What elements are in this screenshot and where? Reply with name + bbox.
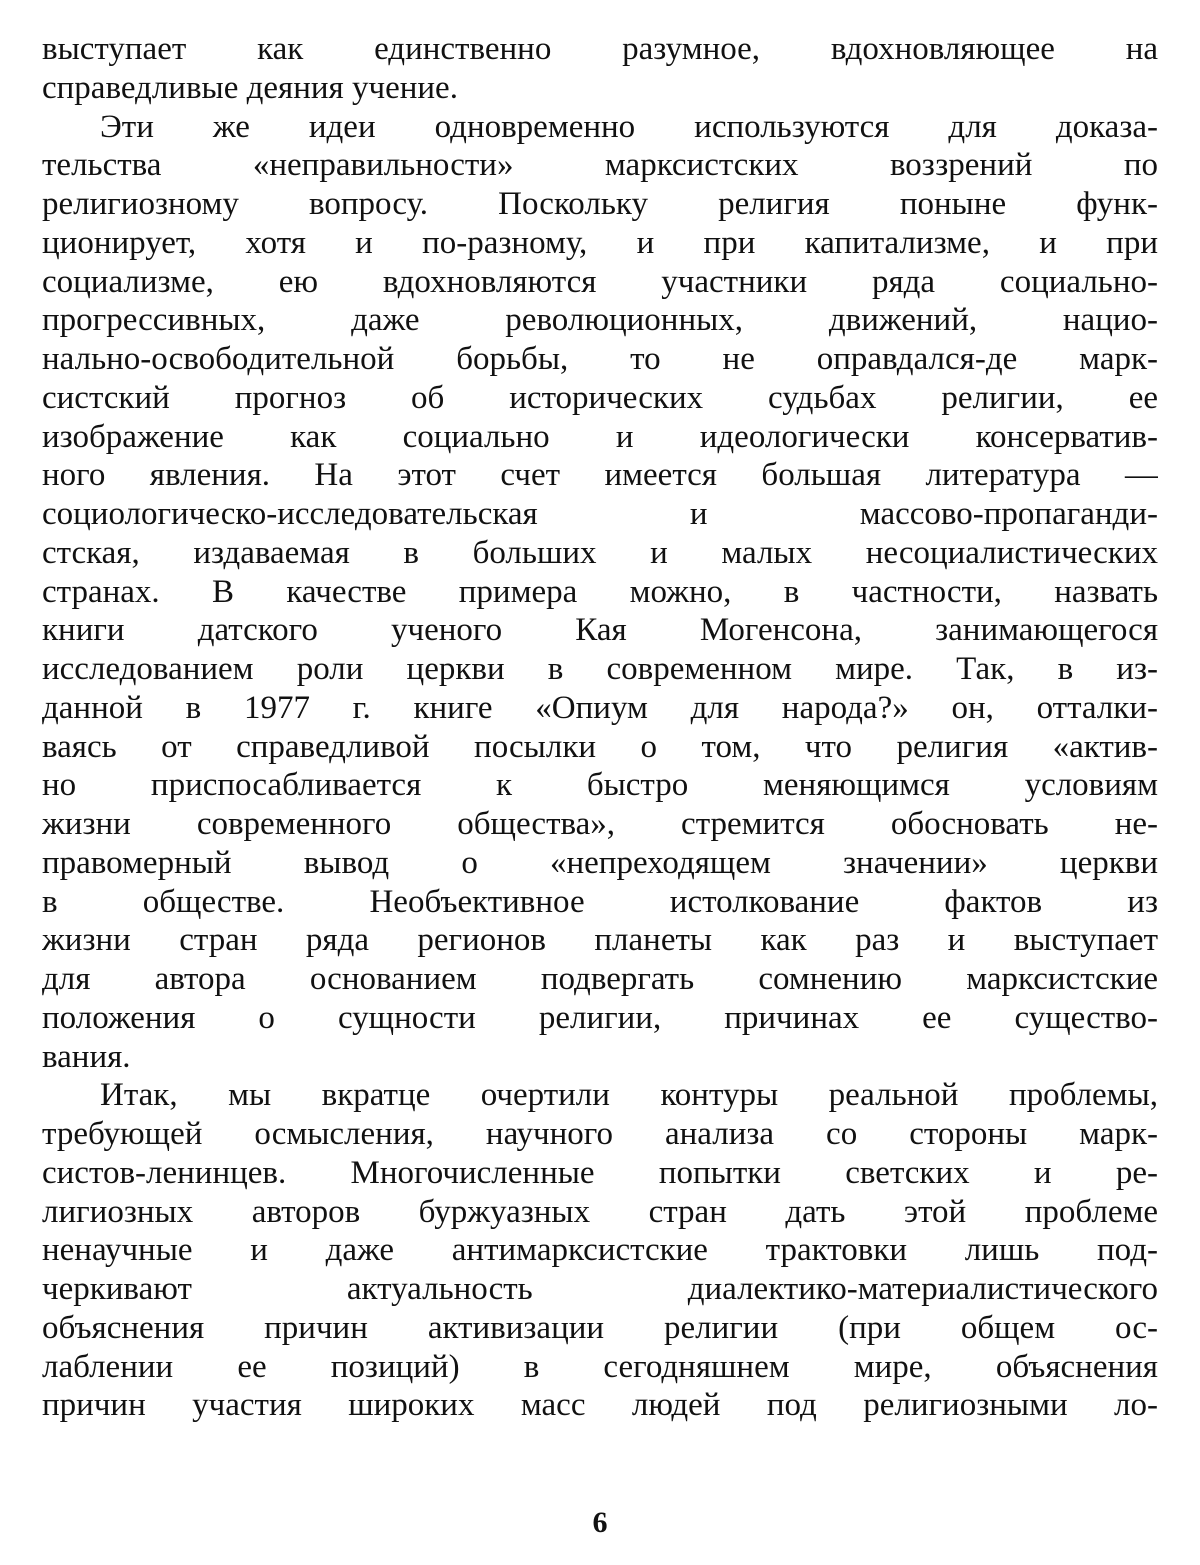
text-line: книги датского ученого Кая Могенсона, занимающегося	[42, 612, 1158, 649]
text-line: нально-освободительной борьбы, то не оправдался-де марк-	[42, 341, 1158, 377]
text-line: положения о сущности религии, причинах ее существо-	[42, 999, 1158, 1036]
text-line: изображение как социально и идеологически консерватив-	[42, 418, 1158, 455]
text-line: ненаучные и даже антимарксистские трактовки лишь под-	[42, 1232, 1158, 1269]
text-line: справедливые деяния учение.	[42, 69, 458, 106]
text-line: объяснения причин активизации религии (при общем ос-	[42, 1309, 1158, 1346]
text-line: тельства «неправильности» марксистских воззрений по	[42, 147, 1158, 184]
text-line: для автора основанием подвергать сомнению марксистские	[42, 961, 1158, 997]
text-line: социологическо-исследовательская и массово-пропаганди-	[42, 496, 1158, 532]
text-line: жизни современного общества», стремится обосновать не-	[42, 806, 1158, 842]
text-line: правомерный вывод о «непреходящем значении» церкви	[42, 844, 1158, 881]
text-line: стская, издаваемая в больших и малых несоциалистических	[42, 534, 1158, 571]
text-line: лаблении ее позиций) в сегодняшнем мире, объяснения	[42, 1348, 1158, 1385]
text-line: ного явления. На этот счет имеется большая литература —	[42, 457, 1158, 494]
text-line: исследованием роли церкви в современном мире. Так, в из-	[42, 651, 1158, 687]
text-line: но приспосабливается к быстро меняющимся условиям	[42, 767, 1158, 804]
text-line: Итак, мы вкратце очертили контуры реальной проблемы,	[100, 1077, 1158, 1114]
text-line: странах. В качестве примера можно, в частности, назвать	[42, 573, 1158, 610]
text-line: религиозному вопросу. Поскольку религия поныне функ-	[42, 186, 1158, 222]
text-line: требующей осмысления, научного анализа со стороны марк-	[42, 1116, 1158, 1152]
text-line: жизни стран ряда регионов планеты как раз и выступает	[42, 922, 1158, 959]
page-body	[42, 30, 1158, 1425]
text-line: систов-ленинцев. Многочисленные попытки светских и ре-	[42, 1154, 1158, 1191]
text-line: вания.	[42, 1038, 131, 1075]
text-line: ционирует, хотя и по-разному, и при капитализме, и при	[42, 224, 1158, 261]
text-line: выступает как единственно разумное, вдохновляющее на	[42, 31, 1158, 67]
text-line: причин участия широких масс людей под религиозными ло-	[42, 1387, 1158, 1424]
text-line: черкивают актуальность диалектико-материалистического	[42, 1271, 1158, 1307]
page-number: 6	[592, 1506, 608, 1539]
text-line: прогрессивных, даже революционных, движений, нацио-	[42, 302, 1158, 339]
text-line: Эти же идеи одновременно используются для доказа-	[100, 108, 1158, 145]
text-line: социализме, ею вдохновляются участники ряда социально-	[42, 263, 1158, 300]
text-line: ваясь от справедливой посылки о том, что религия «актив-	[42, 728, 1158, 765]
text-line: систский прогноз об исторических судьбах религии, ее	[42, 379, 1158, 416]
text-line: лигиозных авторов буржуазных стран дать этой проблеме	[42, 1193, 1158, 1230]
text-line: в обществе. Необъективное истолкование фактов из	[42, 883, 1158, 920]
text-line: данной в 1977 г. книге «Опиум для народа?» он, отталки-	[42, 689, 1158, 726]
